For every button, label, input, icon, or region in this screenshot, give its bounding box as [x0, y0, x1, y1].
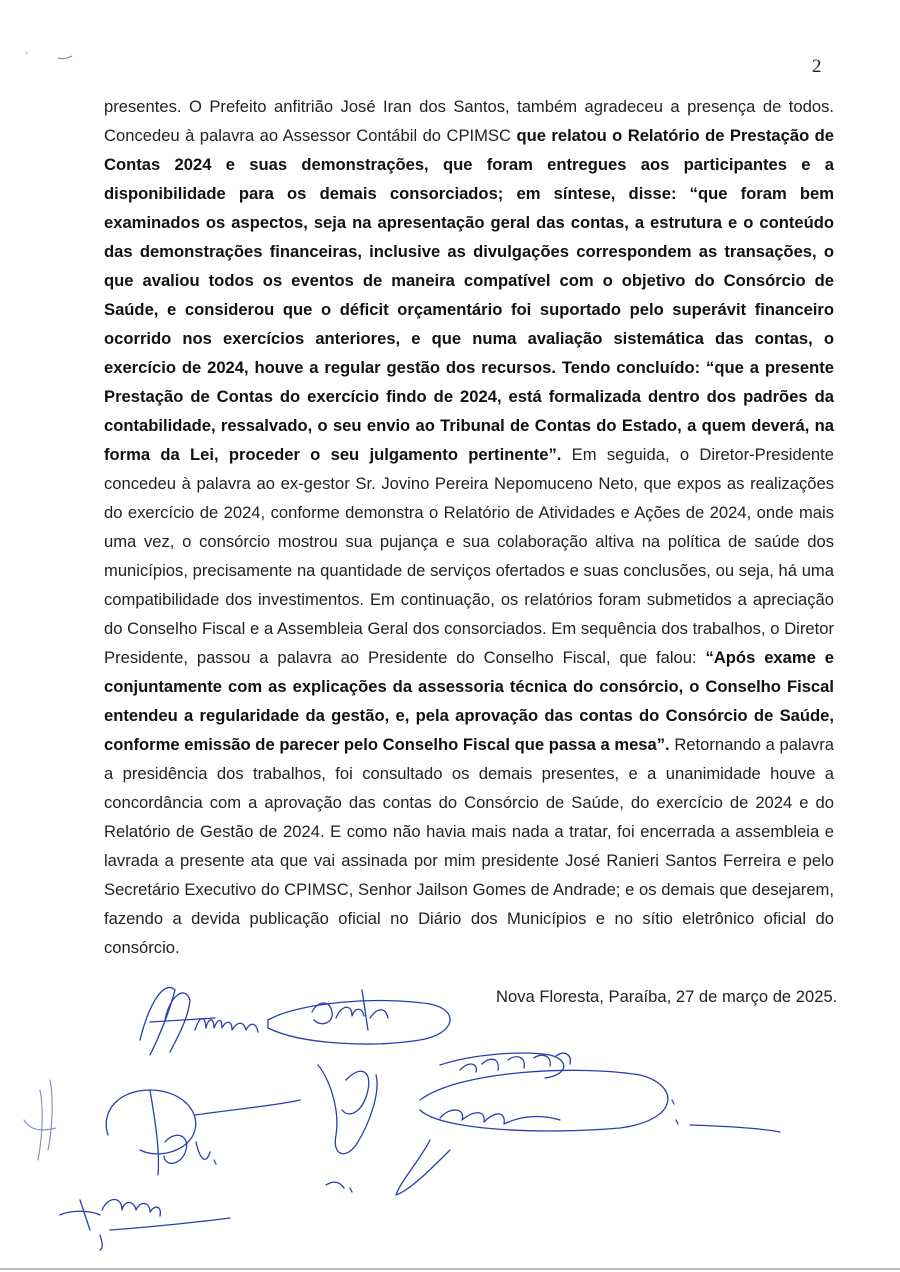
signature-3 [318, 1065, 377, 1192]
signature-1 [140, 987, 258, 1055]
place-date: Nova Floresta, Paraíba, 27 de março de 2025. [496, 987, 838, 1006]
signature-4 [396, 1053, 780, 1195]
text-segment: presentes. O Prefeito anfitrião José Iran dos Santos, também agradeceu a presença de todos. Concedeu à palavra ao Assessor Contábil do CPIMSC [104, 97, 834, 145]
text-segment-bold: “Após exame e conjuntamente com as explicações da assessoria técnica do consórcio, o Conselho Fiscal entendeu a regularidade da gestão, e, pela aprovação das contas do Consórcio de Saúde, conforme emissão de parecer pelo Conselho Fiscal que passa a mesa”. [104, 648, 834, 754]
page-edge [0, 1268, 900, 1270]
signatures-area [0, 960, 900, 1260]
signature-7 [24, 1080, 56, 1160]
body-paragraph [104, 92, 834, 962]
signature-2 [268, 990, 450, 1044]
text-segment-bold: que relatou o Relatório de Prestação de Contas 2024 e suas demonstrações, que foram entregues aos participantes e a disponibilidade para os demais consorciados; em síntese, disse: “que foram bem examinados os aspectos, seja na apresentação geral das contas, a estrutura e o conteúdo das demonstrações financeiras, inclusive as divulgações correspondem as transações, o que avaliou todos os eventos de maneira compatível com o objetivo do Consórcio de Saúde, e considerou que o déficit orçamentário foi suportado pelo superávit financeiro ocorrido nos exercícios anteriores, e que numa avaliação sistemática das contas, o exercício de 2024, houve a regular gestão dos recursos. Tendo concluído: “que a presente Prestação de Contas do exercício findo de 2024, está formalizada dentro dos padrões da contabilidade, ressalvado, o seu envio ao Tribunal de Contas do Estado, a quem deverá, na forma da Lei, proceder o seu julgamento pertinente”. [104, 126, 835, 464]
page-number: 2 [812, 56, 822, 77]
signature-5 [106, 1090, 300, 1175]
text-segment: Em seguida, o Diretor-Presidente concedeu à palavra ao ex-gestor Sr. Jovino Pereira Nepomuceno Neto, que expos as realizações do exercício de 2024, conforme demonstra o Relatório de Atividades e Ações de 2024, onde mais uma vez, o consórcio mostrou sua pujança e sua colaboração altiva na política de saúde dos municípios, precisamente na quantidade de serviços ofertados e suas conclusões, ou seja, há uma compatibilidade dos investimentos. Em continuação, os relatórios foram submetidos a apreciação do Conselho Fiscal e a Assembleia Geral dos consorciados. Em sequência dos trabalhos, o Diretor Presidente, passou a palavra ao Presidente do Conselho Fiscal, que falou: [104, 445, 834, 667]
text-segment: Retornando a palavra a presidência dos trabalhos, foi consultado os demais presentes, e a unanimidade houve a concordância com a aprovação das contas do Consórcio de Saúde, do exercício de 2024 e do Relatório de Gestão de 2024. E como não havia mais nada a tratar, foi encerrada a assembleia e lavrada a presente ata que vai assinada por mim presidente José Ranieri Santos Ferreira e pelo Secretário Executivo do CPIMSC, Senhor Jailson Gomes de Andrade; e os demais que desejarem, fazendo a devida publicação oficial no Diário dos Municípios e no sítio eletrônico oficial do consórcio. [104, 735, 834, 957]
signature-6 [60, 1200, 230, 1251]
scan-mark [24, 48, 84, 64]
